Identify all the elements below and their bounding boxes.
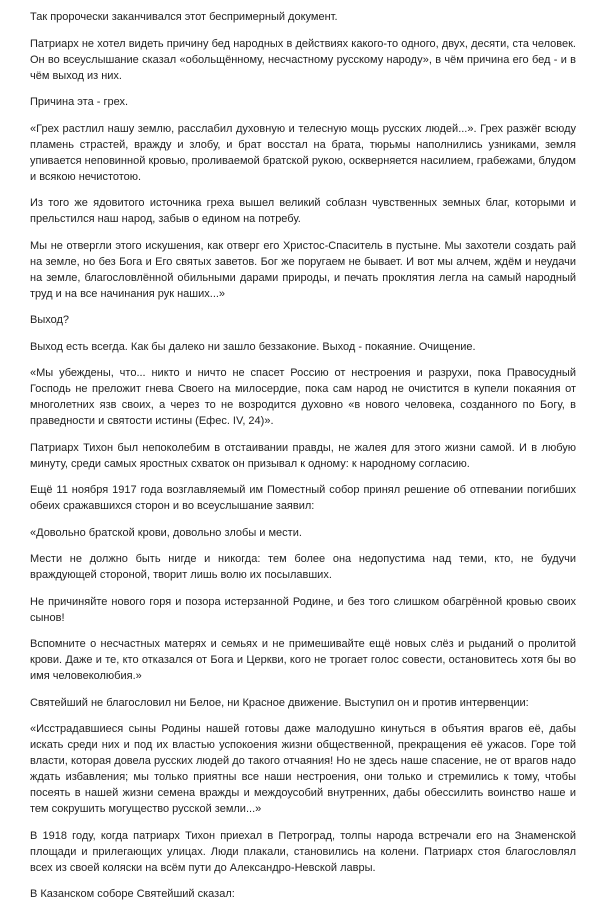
paragraph-no-revenge: Мести не должно быть нигде и никогда: тем более она недопустима над теми, кто, не будучи враждующей стороной, творит лишь волю их посылавших.: [30, 553, 576, 581]
paragraph-no-grief: Не причиняйте нового горя и позора истерзанной Родине, и без того слишком обагрённой кровью своих сынов!: [30, 595, 576, 624]
paragraph-sin-quote: «Грех растлил нашу землю, расслабил духовную и телесную мощь русских людей...». Грех разжёг всюду пламень страстей, вражду и злобу, и брат восстал на брата, тюрьмы наполнились узниками, земля упивается неповинной кровью, проливаемой братской рукою, оскверняется насилием, грабежами, блудом и всякою нечистотою.: [30, 122, 576, 183]
paragraph-conviction-quote: «Мы убеждены, что... никто и ничто не спасет Россию от нестроения и разрухи, пока Правосудный Господь не преложит гнева Своего на милосердие, пока сам народ не очистится в купели покаяния от многолетних язв своих, а через то не возродится духовно «в нового человека, созданного по Богу, в праведности и святости истины (Ефес. IV, 24)».: [30, 367, 576, 427]
paragraph-intervention-quote: «Исстрадавшиеся сыны Родины нашей готовы даже малодушно кинуться в объятия врагов её, дабы искать среди них и под их властью успокоения жизни общественной, прекращения её ужасов. Горе той власти, которая довела русских людей до такого отчаяния! Но не здесь наше спасение, не от врагов надо ждать избавления; мы только приятны все наши нестроения, они только и стремились к тому, чтобы посеять в нашей жизни семена вражды и междоусобий внутренних, дабы обессилить воинство наше и тем сокрушить могущество русской земли...»: [30, 723, 576, 815]
paragraph-exit-question: Выход?: [30, 314, 70, 326]
paragraph-petrograd-1918: В 1918 году, когда патриарх Тихон приехал в Петроград, толпы народа встречали его на Знаменской площади и прилегающих улицах. Люди плакали, становились на колени. Патриарх стоя благословлял всех из своей коляски на всём пути до Александро-Невской лавры.: [30, 829, 576, 874]
paragraph-temptation: Из того же ядовитого источника греха вышел великий соблазн чувственных земных благ, которыми и прельстился наш народ, забыв о едином на потребу.: [30, 197, 576, 225]
paragraph-sin-cause: Причина эта - грех.: [30, 96, 129, 108]
paragraph-enough-blood: «Довольно братской крови, довольно злобы и мести.: [30, 526, 302, 539]
paragraph-tikhon-steadfast: Патриарх Тихон был непоколебим в отстаивании правды, не жалея для этого жизни самой. И в любую минуту, среди самых яростных схваток он призывал к одному: к народному согласию.: [30, 441, 576, 470]
paragraph-no-blessing: Святейший не благословил ни Белое, ни Красное движение. Выступил он и против интервенции:: [30, 696, 529, 709]
paragraph-kazan-cathedral: В Казанском соборе Святейший сказал:: [30, 888, 235, 900]
paragraph-intro: Так пророчески заканчивался этот беспримерный документ.: [30, 11, 338, 23]
paragraph-exit-answer: Выход есть всегда. Как бы далеко ни зашло беззаконие. Выход - покаяние. Очищение.: [30, 340, 476, 353]
paragraph-patriarch-cause: Патриарх не хотел видеть причину бед народных в действиях какого-то одного, двух, десяти, ста человек. Он во всеуслышание сказал «обольщённому, несчастному русскому народу», в чём причина его бед - и в чём выход из них.: [30, 37, 576, 82]
paragraph-council-1917: Ещё 11 ноября 1917 года возглавляемый им Поместный собор принял решение об отпевании погибших обеих сражавшихся сторон и во всеуслышание заявил:: [30, 484, 576, 512]
paragraph-remember-mothers: Вспомните о несчастных матерях и семьях и не примешивайте ещё новых слёз и рыданий о пролитой крови. Даже и те, кто отказался от Бога и Церкви, кого не трогает голос совести, остановитесь хотя бы во имя человеколюбия.»: [30, 638, 576, 682]
paragraph-paradise: Мы не отвергли этого искушения, как отверг его Христос-Спаситель в пустыне. Мы захотели создать рай на земле, но без Бога и Его святых заветов. Бог же поругаем не бывает. И вот мы алчем, ждём и неудачи на земле, благословлённой обильными дарами природы, и печать проклятия легла на самый народный труд и на все начинания рук наших...»: [30, 239, 576, 300]
